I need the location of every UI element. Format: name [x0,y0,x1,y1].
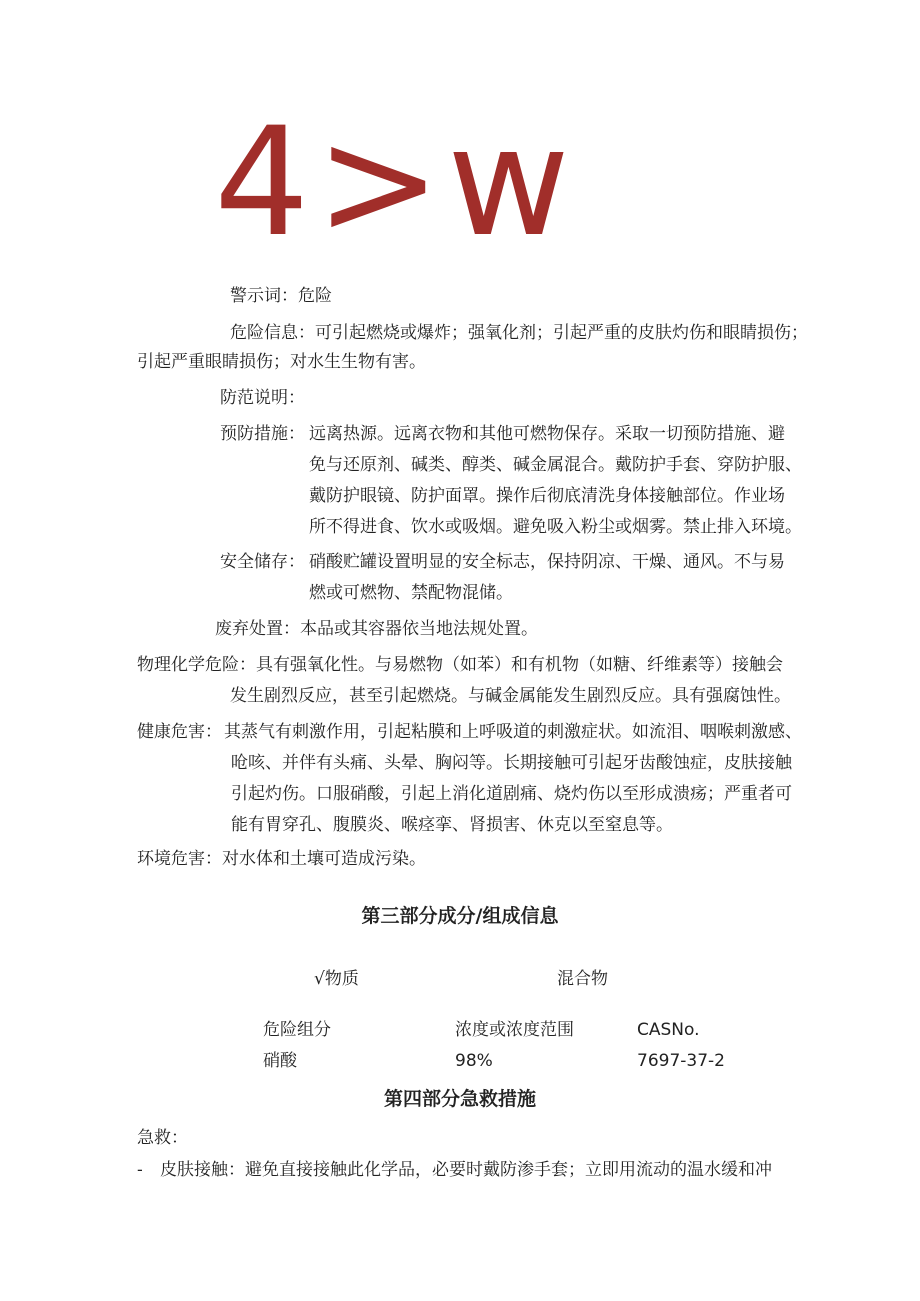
section3-title: 第三部分成分/组成信息 [361,905,559,927]
first-aid-label: 急救： [137,1128,188,1148]
hazard-info-line2: 引起严重眼睛损伤；对水生生物有害。 [137,352,426,372]
physchem-line2: 发生剧烈反应，甚至引起燃烧。与碱金属能发生剧烈反应。具有强腐蚀性。 [230,686,791,706]
disposal: 废弃处置：本品或其容器依当地法规处置。 [215,619,538,639]
table-header: 浓度或浓度范围 [455,1020,574,1040]
table-cell: 98% [455,1051,493,1071]
precaution-title: 防范说明： [220,388,305,408]
skin-contact: 皮肤接触：避免直接接触此化学品，必要时戴防渗手套；立即用流动的温水缓和冲 [160,1160,772,1180]
logo-text: 4>w [214,96,576,270]
health-line: 能有胃穿孔、腹膜炎、喉痉挛、肾损害、休克以至窒息等。 [231,815,673,835]
prevention-line: 所不得进食、饮水或吸烟。避免吸入粉尘或烟雾。禁止排入环境。 [309,517,802,537]
table-cell: 硝酸 [263,1051,297,1071]
health-line: 其蒸气有刺激作用，引起粘膜和上呼吸道的刺激症状。如流泪、咽喉刺激感、 [224,722,802,742]
environment-hazard: 环境危害：对水体和土壤可造成污染。 [137,849,426,869]
prevention-line: 戴防护眼镜、防护面罩。操作后彻底清洗身体接触部位。作业场 [309,486,785,506]
storage-line: 硝酸贮罐设置明显的安全标志，保持阴凉、干燥、通风。不与易 [309,552,785,572]
substance-option: √物质 [314,969,359,989]
prevention-label: 预防措施： [220,424,305,444]
health-line: 引起灼伤。口服硝酸，引起上消化道剧痛、烧灼伤以至形成溃疡；严重者可 [231,784,792,804]
prevention-line: 远离热源。远离衣物和其他可燃物保存。采取一切预防措施、避 [309,424,785,444]
physchem-line1: 物理化学危险：具有强氧化性。与易燃物（如苯）和有机物（如糖、纤维素等）接触会 [137,655,783,675]
signal-word: 警示词：危险 [230,286,332,306]
table-header: 危险组分 [263,1020,331,1040]
storage-label: 安全储存： [220,552,305,572]
prevention-line: 免与还原剂、碱类、醇类、碱金属混合。戴防护手套、穿防护服、 [309,455,802,475]
list-dash: - [137,1160,143,1180]
health-label: 健康危害： [137,722,222,742]
section4-title: 第四部分急救措施 [383,1088,536,1110]
table-cell: 7697-37-2 [637,1051,725,1071]
mixture-option: 混合物 [557,969,608,989]
storage-line: 燃或可燃物、禁配物混储。 [309,583,513,603]
health-line: 呛咳、并伴有头痛、头晕、胸闷等。长期接触可引起牙齿酸蚀症，皮肤接触 [231,753,792,773]
hazard-info-line1: 危险信息：可引起燃烧或爆炸；强氧化剂；引起严重的皮肤灼伤和眼睛损伤； [230,323,808,343]
table-header: CASNo. [637,1020,700,1040]
